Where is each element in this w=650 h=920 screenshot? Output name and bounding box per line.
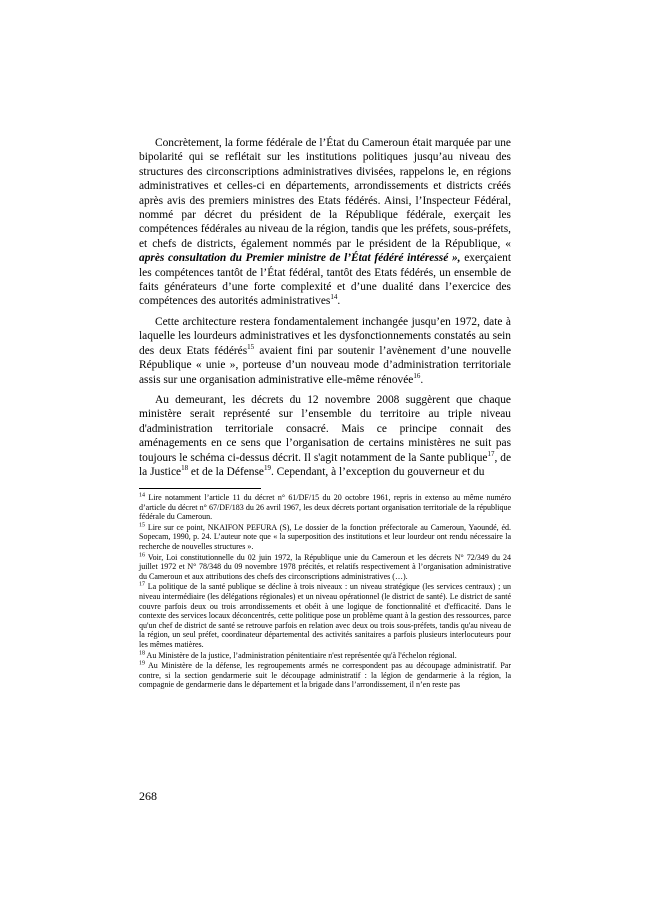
footnote-ref-14[interactable]: 14: [330, 293, 338, 302]
footnote-number: 14: [139, 492, 145, 499]
footnote-number: 15: [139, 522, 145, 529]
paragraph-3-text-d: . Cependant, à l’exception du gouverneur et du: [270, 465, 485, 478]
footnote-text: Voir, Loi constitutionnelle du 02 juin 1972, la République unie du Cameroun et les décrets N° 72/349 du 24 juillet 1972 et N° 78/348 du 09 novembre 1978 précités, et relatifs respectivement à l’organisation administrative du Cameroun et aux attributions des chefs des circonscriptions administratives (…).: [139, 552, 511, 581]
paragraph-3: [139, 393, 511, 479]
footnote-ref-19[interactable]: 19: [263, 464, 271, 473]
footnote-15: [139, 523, 511, 552]
paragraph-2-text-c: .: [420, 373, 424, 386]
paragraph-1: [139, 136, 511, 309]
footnote-text: Au Ministère de la justice, l’administration pénitentiaire n'est représentée qu'à l'échelon régional.: [145, 650, 457, 660]
footnote-16: [139, 553, 511, 582]
footnote-number: 19: [139, 660, 145, 667]
page-number: 268: [139, 789, 157, 803]
footnote-text: Lire notamment l’article 11 du décret n° 61/DF/15 du 20 octobre 1961, repris in extenso au même numéro d’article du décret n° 67/DF/183 du 26 avril 1967, les deux décrets portant organisation territoriale de la république fédérale du Cameroun.: [139, 493, 511, 522]
footnote-ref-15[interactable]: 15: [247, 342, 255, 351]
paragraph-1-text-c: exerçaient les compétences tantôt de l’État fédéral, tantôt des Etats fédérés, un ensemble de faits générateurs d’une forte complexité et d’une dualité dans l’exercice des compétences des autorités administratives: [139, 252, 512, 308]
paragraph-3-text-c: et de la Défense: [188, 465, 264, 478]
footnote-19: [139, 661, 511, 690]
footnote-text: La politique de la santé publique se décline à trois niveaux : un niveau stratégique (les services centraux) ; un niveau intermédiaire (les délégations régionales) et un niveau opérationnel (le district de santé). Le district de santé couvre parfois deux ou trois arrondissements et obéit à une logique de fonctionnalité et d'efficacité. Dans le contexte des services locaux déconcentrés, cette politique pose un problème quant à la gestion des ressources, parce qu'un chef de district de santé se retrouve parfois en relation avec deux ou trois sous-préfets, tandis qu'au niveau de la région, un seul préfet, coordinateur départemental des activités sanitaires a parfois plusieurs interlocuteurs pour les mêmes matières.: [139, 582, 511, 649]
paragraph-2: [139, 315, 511, 387]
paragraph-3-text-b: , de la Justice: [139, 451, 512, 478]
footnote-number: 18: [139, 649, 145, 656]
paragraph-2-text-a: Cette architecture restera fondamentalement inchangée jusqu’en 1972, date à laquelle les lourdeurs administratives et les dysfonctionnements constatés au sein des deux Etats fédérés: [139, 315, 511, 357]
paragraph-1-text-d: .: [337, 295, 341, 308]
paragraph-2-text-b: avaient fini par soutenir l’avènement d’une nouvelle République « unie », porteuse d’un nouveau mode d’administration territoriale assis sur une organisation administrative elle-même rénovée: [139, 344, 511, 386]
paragraph-1-emphasis: après consultation du Premier ministre de l’État fédéré intéressé »,: [139, 252, 461, 265]
paragraph-1-text-a: Concrètement, la forme fédérale de l’État du Cameroun était marquée par une bipolarité qui se reflétait sur les institutions politiques jusqu’au niveau des structures des circonscriptions administratives divisées, rappelons le, en régions administratives et celles-ci en départements, arrondissements et districts créés après avis des premiers ministres des Etats fédérés. Ainsi, l’Inspecteur Fédéral, nommé par décret du président de la République fédérale, exerçait les compétences fédérales au niveau de la région, tandis que les préfets, sous-préfets, et chefs de districts, également nommés par le président de la République, «: [139, 137, 511, 250]
footnote-text: Lire sur ce point, NKAIFON PEFURA (S), Le dossier de la fonction préfectorale au Cameroun, Yaoundé, éd. Sopecam, 1990, p. 24. L’auteur note que « la superposition des institutions et leur lourdeur ont rendu nécessaire la recherche de nouvelles structures ».: [139, 522, 511, 551]
footnote-separator: [139, 488, 261, 489]
footnote-number: 17: [139, 581, 145, 588]
footnote-ref-16[interactable]: 16: [413, 371, 421, 380]
paragraph-3-text-a: Au demeurant, les décrets du 12 novembre 2008 suggèrent que chaque ministère serait représenté sur l’ensemble du territoire au triple niveau d'administration territoriale consacré. Mais ce principe connait des aménagements en ce sens que l’organisation de certains ministères ne suit pas toujours le schéma ci-dessus décrit. Il s'agit notamment de la Sante publique: [139, 393, 511, 464]
footnote-14: [139, 493, 511, 522]
footnote-18: [139, 651, 511, 661]
footnote-number: 16: [139, 551, 145, 558]
footnotes: [139, 493, 511, 691]
footnote-ref-17[interactable]: 17: [487, 449, 495, 458]
footnote-ref-18[interactable]: 18: [181, 464, 189, 473]
footnote-17: [139, 582, 511, 649]
body-text: [139, 136, 511, 485]
footnote-text: Au Ministère de la défense, les regroupements armés ne correspondent pas au découpage administratif. Par contre, si la section gendarmerie suit le découpage administratif : la légion de gendarmerie à la région, la compagnie de gendarmerie dans le département et la brigade dans l’arrondissement, il n’en reste pas: [139, 661, 511, 690]
